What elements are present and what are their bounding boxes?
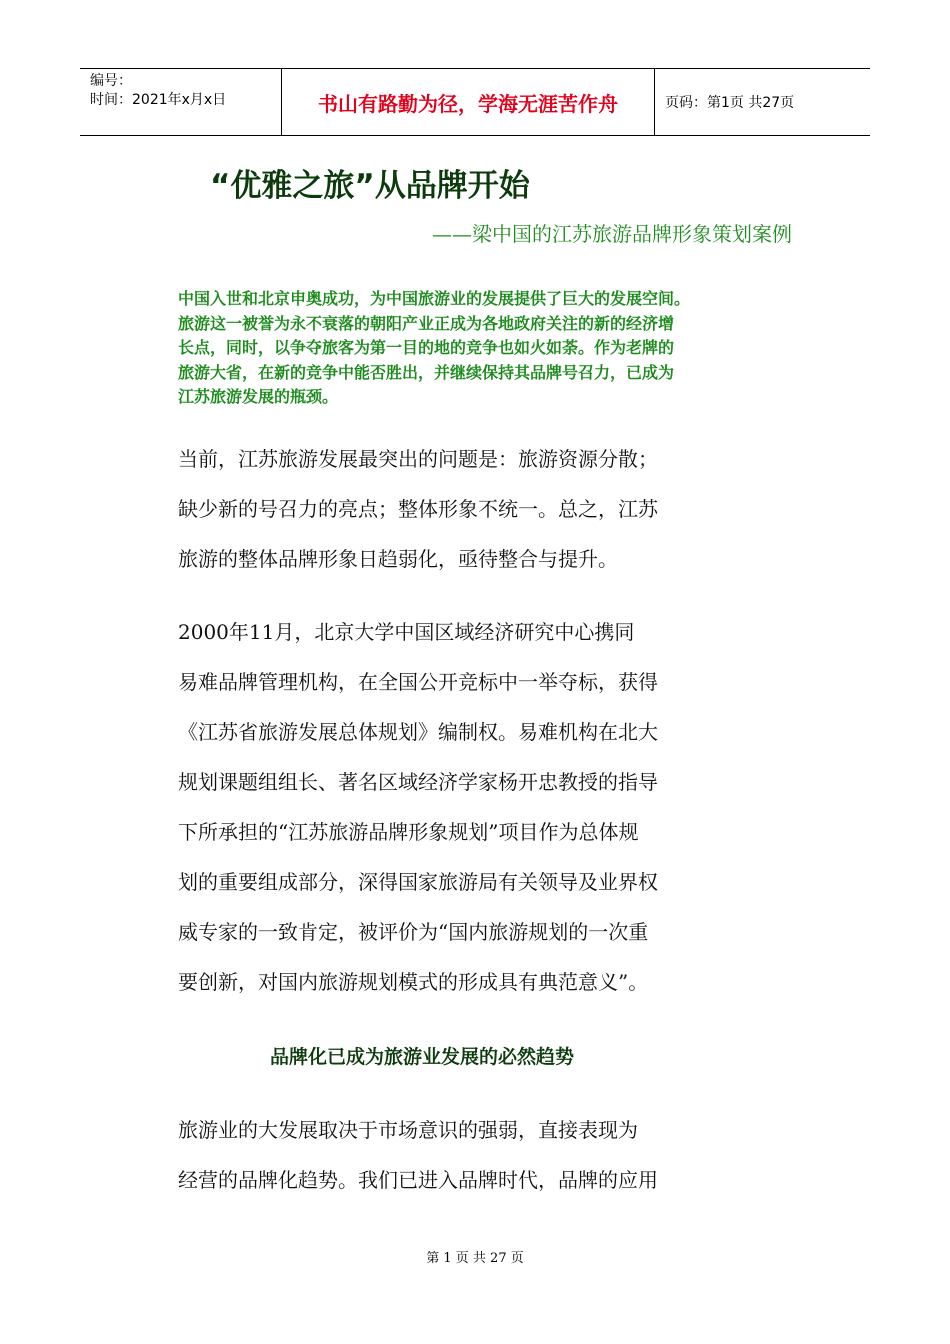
abstract-line: 旅游大省，在新的竞争中能否胜出，并继续保持其品牌号召力，已成为 [178,362,675,382]
paragraph-line: 旅游业的大发展取决于市场意识的强弱，直接表现为 [178,1118,638,1142]
paragraph-1 [178,434,738,584]
paragraph-line: 威专家的一致肯定，被评价为“国内旅游规划的一次重 [178,920,649,944]
number-label: 编号： [90,73,132,89]
abstract [178,287,790,410]
document-title: “优雅之旅”从品牌开始 [210,168,530,204]
abstract-line: 江苏旅游发展的瓶颈。 [178,387,339,406]
paragraph-line: 2000年11月，北京大学中国区域经济研究中心携同 [178,620,635,644]
header-meta [80,69,281,135]
header-page-info: 页码：第1页 共27页 [665,95,795,111]
abstract-line: 长点，同时，以争夺旅客为第一目的地的竞争也如火如荼。作为老牌的 [178,338,675,357]
paragraph-line: 缺少新的号召力的亮点；整体形象不统一。总之，江苏 [178,497,658,521]
paragraph-line: 划的重要组成部分，深得国家旅游局有关领导及业界权 [178,870,658,894]
time-label: 时间：2021年x月x日 [90,92,227,108]
paragraph-line: 《江苏省旅游发展总体规划》编制权。易难机构在北大 [178,720,658,744]
paragraph-line: 要创新，对国内旅游规划模式的形成具有典范意义”。 [178,970,649,994]
section-heading: 品牌化已成为旅游业发展的必然趋势 [270,1046,575,1068]
paragraph-2 [178,607,738,1007]
paragraph-line: 规划课题组组长、著名区域经济学家杨开忠教授的指导 [178,770,658,794]
document-subtitle: ——梁中国的江苏旅游品牌形象策划案例 [432,222,792,246]
header-motto: 书山有路勤为径，学海无涯苦作舟 [281,69,655,135]
paragraph-line: 当前，江苏旅游发展最突出的问题是：旅游资源分散； [178,447,658,471]
paragraph-line: 旅游的整体品牌形象日趋弱化，亟待整合与提升。 [178,547,618,571]
abstract-line: 中国入世和北京申奥成功，为中国旅游业的发展提供了巨大的发展空间。 [178,289,691,308]
paragraph-3 [178,1105,738,1205]
document-header [80,68,870,136]
paragraph-line: 下所承担的“江苏旅游品牌形象规划”项目作为总体规 [178,820,639,844]
abstract-line: 旅游这一被誉为永不衰落的朝阳产业正成为各地政府关注的新的经济增 [178,313,675,333]
paragraph-line: 易难品牌管理机构，在全国公开竞标中一举夺标，获得 [178,670,658,694]
page-footer: 第 1 页 共 27 页 [426,1251,524,1266]
paragraph-line: 经营的品牌化趋势。我们已进入品牌时代，品牌的应用 [178,1168,658,1192]
